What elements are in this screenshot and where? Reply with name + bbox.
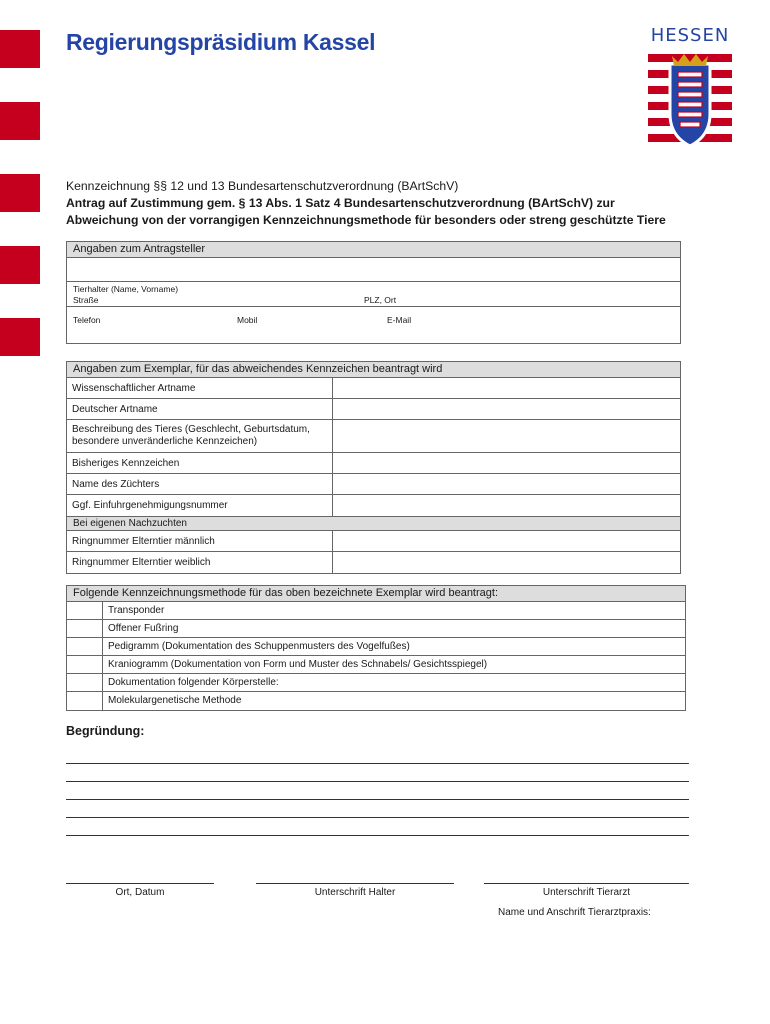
- method-section: [66, 585, 686, 711]
- email-label: E-Mail: [387, 315, 412, 325]
- reason-line[interactable]: [66, 763, 689, 764]
- specimen-row-label: Beschreibung des Tieres (Geschlecht, Geburtsdatum, besondere unveränderliche Kennzeichen): [67, 420, 333, 452]
- applicant-section-title: Angaben zum Antragsteller: [67, 242, 680, 258]
- method-option: [67, 620, 685, 638]
- vet-address-label: Name und Anschrift Tierarztpraxis:: [498, 907, 651, 918]
- specimen-row-label: Ringnummer Elterntier weiblich: [67, 552, 333, 573]
- zip-city-label: PLZ, Ort: [364, 295, 397, 305]
- scientific-name-input[interactable]: [333, 378, 680, 398]
- place-date-label: Ort, Datum: [115, 887, 165, 898]
- form-header: [66, 178, 666, 229]
- method-checkbox[interactable]: [67, 674, 103, 691]
- method-section-title: Folgende Kennzeichnungsmethode für das oben bezeichnete Exemplar wird beantragt:: [67, 586, 685, 602]
- specimen-section: [66, 361, 681, 574]
- ring-female-input[interactable]: [333, 552, 680, 573]
- method-option-label: Dokumentation folgender Körperstelle:: [108, 677, 279, 688]
- logo-text: HESSEN: [650, 25, 730, 46]
- hessen-logo: [648, 25, 732, 154]
- applicant-section: [66, 241, 681, 344]
- method-option-label: Offener Fußring: [108, 623, 179, 634]
- header-line-2: Antrag auf Zustimmung gem. § 13 Abs. 1 Satz 4 Bundesartenschutzverordnung (BArtSchV) zur: [66, 196, 615, 210]
- vet-signature-label: Unterschrift Tierarzt: [542, 887, 631, 898]
- previous-mark-input[interactable]: [333, 453, 680, 473]
- method-option: [67, 656, 685, 674]
- specimen-row: [67, 378, 680, 399]
- red-bar-1: [0, 30, 40, 68]
- reason-line[interactable]: [66, 799, 689, 800]
- place-date-line[interactable]: [66, 883, 214, 884]
- holder-signature-line[interactable]: [256, 883, 454, 884]
- own-breed-title: Bei eigenen Nachzuchten: [67, 517, 680, 531]
- method-option-label: Transponder: [108, 605, 165, 616]
- specimen-row-label: Ringnummer Elterntier männlich: [67, 531, 333, 551]
- specimen-row-label: Deutscher Artname: [67, 399, 333, 419]
- import-permit-input[interactable]: [333, 495, 680, 516]
- specimen-row-label: Bisheriges Kennzeichen: [67, 453, 333, 473]
- street-label: Straße: [73, 295, 99, 305]
- description-input[interactable]: [333, 420, 680, 452]
- specimen-row: [67, 453, 680, 474]
- method-checkbox[interactable]: [67, 692, 103, 710]
- authority-title: Regierungspräsidium Kassel: [66, 29, 376, 55]
- header-line-1: Kennzeichnung §§ 12 und 13 Bundesartenschutzverordnung (BArtSchV): [66, 179, 459, 193]
- method-checkbox[interactable]: [67, 656, 103, 673]
- phone-label: Telefon: [73, 315, 101, 325]
- method-option: [67, 692, 685, 710]
- method-option: [67, 638, 685, 656]
- specimen-row: [67, 399, 680, 420]
- german-name-input[interactable]: [333, 399, 680, 419]
- reason-line[interactable]: [66, 835, 689, 836]
- specimen-row: [67, 474, 680, 495]
- method-option: [67, 674, 685, 692]
- holder-input[interactable]: [67, 258, 680, 282]
- method-option: [67, 602, 685, 620]
- method-option-label: Pedigramm (Dokumentation des Schuppenmusters des Vogelfußes): [108, 641, 410, 652]
- red-bar-5: [0, 318, 40, 356]
- hessen-coat-of-arms-icon: [648, 50, 732, 154]
- specimen-row-label: Wissenschaftlicher Artname: [67, 378, 333, 398]
- holder-label-row[interactable]: [67, 282, 680, 307]
- reason-label: Begründung:: [66, 724, 145, 738]
- specimen-row: [67, 531, 680, 552]
- specimen-row: [67, 552, 680, 573]
- breeder-name-input[interactable]: [333, 474, 680, 494]
- red-bar-2: [0, 102, 40, 140]
- specimen-row: [67, 420, 680, 453]
- holder-signature-label: Unterschrift Halter: [314, 887, 396, 898]
- red-bar-3: [0, 174, 40, 212]
- reason-line[interactable]: [66, 817, 689, 818]
- vet-signature-line[interactable]: [484, 883, 689, 884]
- header-line-3: Abweichung von der vorrangigen Kennzeichnungsmethode für besonders oder streng geschützte Tiere: [66, 213, 666, 227]
- holder-label: Tierhalter (Name, Vorname): [73, 284, 179, 294]
- red-bar-4: [0, 246, 40, 284]
- ring-male-input[interactable]: [333, 531, 680, 551]
- method-option-label: Kraniogramm (Dokumentation von Form und Muster des Schnabels/ Gesichtsspiegel): [108, 659, 488, 670]
- method-checkbox[interactable]: [67, 602, 103, 619]
- specimen-section-title: Angaben zum Exemplar, für das abweichendes Kennzeichen beantragt wird: [67, 362, 680, 378]
- specimen-row-label: Name des Züchters: [67, 474, 333, 494]
- contact-row[interactable]: [67, 307, 680, 326]
- method-checkbox[interactable]: [67, 620, 103, 637]
- mobile-label: Mobil: [237, 315, 258, 325]
- specimen-row: [67, 495, 680, 517]
- method-option-label: Molekulargenetische Methode: [108, 695, 242, 706]
- reason-line[interactable]: [66, 781, 689, 782]
- method-checkbox[interactable]: [67, 638, 103, 655]
- specimen-row-label: Ggf. Einfuhrgenehmigungsnummer: [67, 495, 333, 516]
